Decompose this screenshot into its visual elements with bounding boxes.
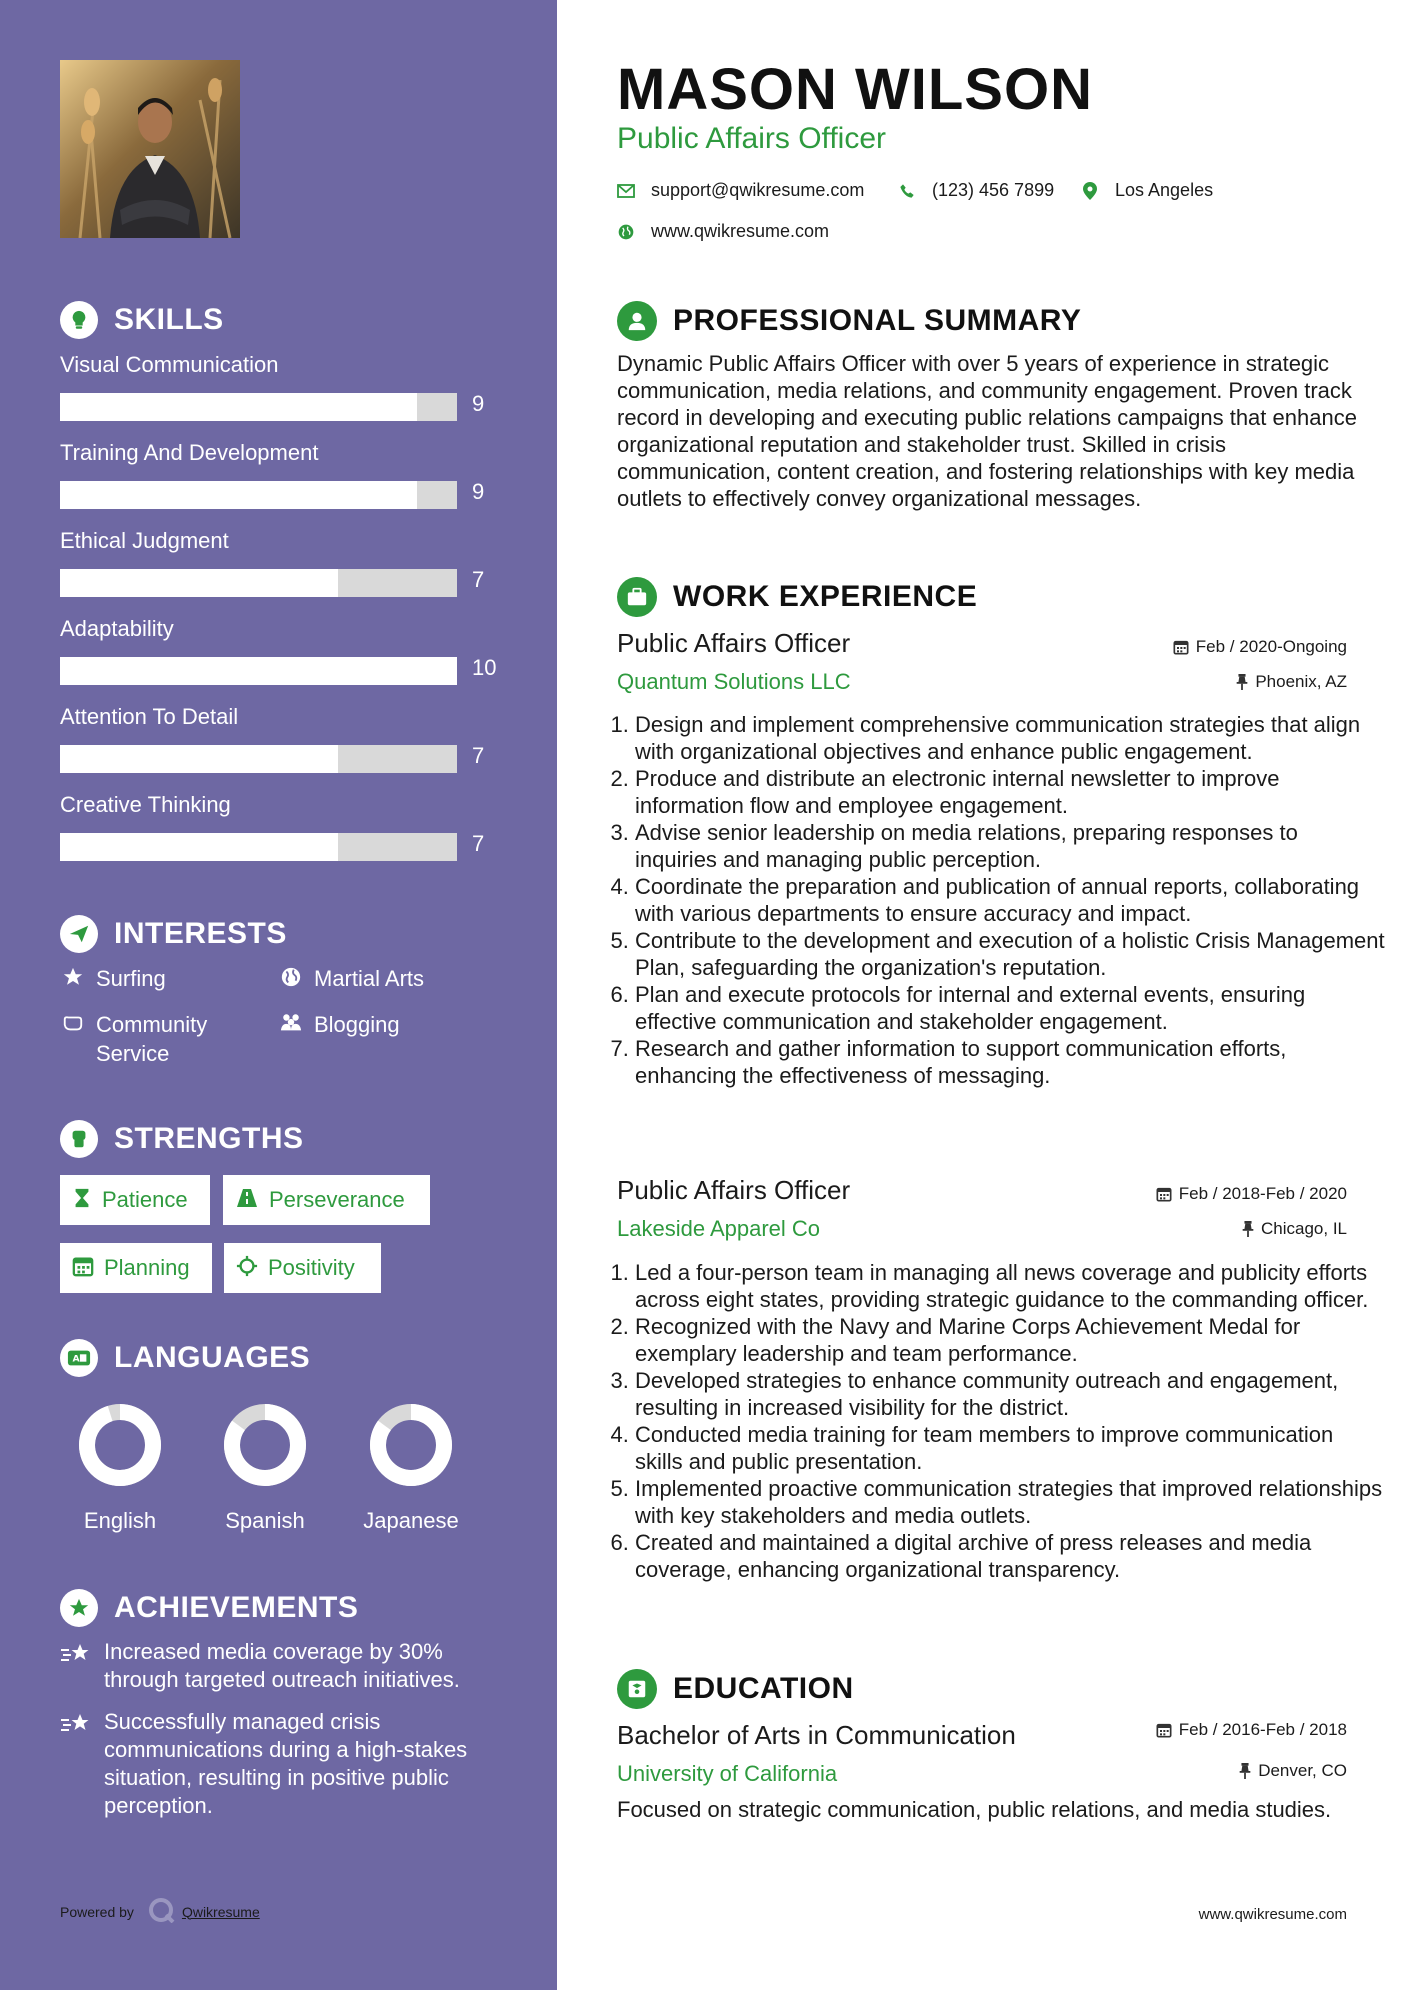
job-bullets [617,711,1385,1089]
interest-item [278,964,424,993]
job-title: Public Affairs Officer [617,1175,851,1205]
candidate-title: Public Affairs Officer [617,122,887,155]
achievement-text: Increased media coverage by 30% through targeted outreach initiatives. [104,1639,460,1692]
achievement-item [60,1708,510,1820]
job-company: Quantum Solutions LLC [617,669,851,694]
job-bullet: 2. Produce and distribute an electronic internal newsletter to improve information flow and employee engagement. [635,765,1385,819]
contact-location [1081,180,1213,201]
job-bullets [617,1259,1385,1583]
powered-by [60,1897,260,1926]
education-dates-text: Feb / 2016-Feb / 2018 [1178,1720,1347,1739]
interest-label: Martial Arts [314,966,425,991]
interest-label: Surfing [96,966,166,991]
skill-value: 7 [472,567,485,592]
contact-website [617,221,829,242]
job-bullet: 4. Conducted media training for team members to improve communication skills and public presentation. [635,1421,1385,1475]
sun-icon [236,1255,258,1282]
job-title: Public Affairs Officer [617,628,851,658]
skill-bar [60,833,457,861]
languages-title: LANGUAGES [114,1341,311,1374]
summary-title: PROFESSIONAL SUMMARY [673,304,1082,337]
school-name: University of California [617,1761,838,1786]
strength-badge [60,1243,212,1293]
lightbulb-icon [60,301,98,339]
skill-bar [60,393,457,421]
skill-bar-fill [60,393,417,421]
language-item [50,1395,190,1533]
skill-item [60,703,500,768]
star-icon [60,964,86,988]
summary-text: Dynamic Public Affairs Officer with over 5 years of experience in strategic communication, media relations, and community engagement. Proven track record in developing and executing public relations campaigns that enhance organizational reputation and stakeholder trust. Skilled in crisis communication, content creation, and fostering relationships with key media outlets to effectively convey organizational messages. [617,351,1357,511]
pushpin-icon [1236,674,1248,690]
skill-bar-fill [60,569,338,597]
job-company: Lakeside Apparel Co [617,1216,821,1241]
job-bullet: 4. Coordinate the preparation and publication of annual reports, collaborating with various departments to ensure accuracy and impact. [635,873,1385,927]
strength-label: Positivity [268,1255,355,1280]
fist-icon [60,1120,98,1158]
qwikresume-logo-icon [148,1897,176,1926]
experience-title: WORK EXPERIENCE [673,580,978,613]
experience-heading [617,577,977,617]
job-bullet: 2. Recognized with the Navy and Marine Corps Achievement Medal for exemplary leadership and team performance. [635,1313,1385,1367]
job-bullet: 7. Research and gather information to support communication efforts, enhancing the effectiveness of messaging. [635,1035,1385,1089]
languages-heading [60,1338,310,1378]
language-icon [60,1339,98,1377]
language-ring [341,1395,481,1495]
skill-name: Ethical Judgment [60,528,229,553]
skills-heading [60,300,224,340]
pushpin-icon [1239,1763,1251,1779]
skill-value: 7 [472,743,485,768]
language-ring-fill [87,1412,153,1478]
achievement-item [60,1638,510,1694]
envelope-icon [617,184,635,198]
user-icon [617,301,657,341]
footer-website[interactable]: www.qwikresume.com [1198,1906,1347,1923]
job-bullet: 5. Implemented proactive communication strategies that improved relationships with key stakeholders and media outlets. [635,1475,1385,1529]
paper-plane-icon [60,915,98,953]
skill-name: Visual Communication [60,352,279,377]
skills-title: SKILLS [114,303,224,336]
skill-item [60,615,500,680]
location-text: Los Angeles [1115,180,1214,200]
calendar-icon [1156,1722,1172,1738]
calendar-icon [1173,639,1189,655]
skill-bar [60,657,457,685]
interest-item [278,1010,400,1039]
skill-name: Creative Thinking [60,792,231,817]
shooting-star-icon [60,1708,92,1741]
calendar-icon [72,1255,94,1282]
job-location-text: Chicago, IL [1261,1219,1347,1238]
job-dates-text: Feb / 2018-Feb / 2020 [1178,1184,1347,1203]
strength-label: Planning [104,1255,190,1280]
job-bullet: 1. Led a four-person team in managing all news coverage and publicity efforts across eight states, providing strategic guidance to the commanding officer. [635,1259,1385,1313]
job-location [1236,672,1347,692]
road-icon [235,1188,259,1213]
contact-email [617,180,864,201]
language-name: English [83,1508,157,1533]
language-name: Spanish [225,1508,305,1533]
strength-badge [223,1175,430,1225]
calendar-icon [1156,1186,1172,1202]
job-location-text: Phoenix, AZ [1255,672,1347,691]
job-bullet: 3. Developed strategies to enhance community outreach and engagement, resulting in increased visibility for the district. [635,1367,1385,1421]
svg-text:A: A [72,1353,80,1365]
strengths-title: STRENGTHS [114,1122,304,1155]
star-badge-icon [60,1589,98,1627]
skill-value: 7 [472,831,485,856]
education-location [1239,1761,1347,1781]
job-bullet: 3. Advise senior leadership on media relations, preparing responses to inquiries and managing public perception. [635,819,1385,873]
phone-text[interactable]: (123) 456 7899 [932,180,1055,200]
strength-badge [60,1175,210,1225]
shooting-star-icon [60,1638,92,1671]
sidebar [0,0,557,1990]
job-dates [1156,1184,1347,1204]
contact-phone [898,180,1054,201]
skill-bar [60,569,457,597]
skill-value: 9 [472,391,485,416]
phone-icon [898,183,916,199]
globe-icon [617,224,635,240]
skill-value: 9 [472,479,485,504]
interests-title: INTERESTS [114,917,287,950]
strengths-heading [60,1119,304,1159]
skill-value: 10 [472,655,497,680]
skill-item [60,527,500,592]
interest-item [60,964,166,993]
interest-label: Blogging [314,1012,400,1037]
language-item [341,1395,481,1533]
interest-item [60,1010,240,1068]
language-ring [50,1395,190,1495]
skill-bar-fill [60,745,338,773]
degree-title: Bachelor of Arts in Communication [617,1720,1016,1750]
education-description: Focused on strategic communication, public relations, and media studies. [617,1797,1332,1822]
briefcase-icon [617,577,657,617]
skill-name: Attention To Detail [60,704,239,729]
language-name: Japanese [363,1508,459,1533]
interests-heading [60,914,287,954]
summary-heading [617,301,1081,341]
skill-item [60,351,500,416]
language-item [195,1395,335,1533]
education-heading [617,1669,854,1709]
profile-photo [60,60,240,238]
globe-icon [278,964,304,988]
pushpin-icon [1242,1221,1254,1237]
main-content [557,0,1407,1990]
education-title: EDUCATION [673,1672,854,1705]
map-pin-icon [1081,182,1099,200]
skill-name: Adaptability [60,616,174,641]
achievements-title: ACHIEVEMENTS [114,1591,359,1624]
job-bullet: 6. Plan and execute protocols for internal and external events, ensuring effective communication and stakeholder engagement. [635,981,1385,1035]
job-dates-text: Feb / 2020-Ongoing [1195,637,1347,656]
qwikresume-link[interactable]: Qwikresume [181,1903,260,1920]
skill-bar [60,481,457,509]
email-text[interactable]: support@qwikresume.com [651,180,865,200]
skill-bar-fill [60,481,417,509]
candidate-name: MASON WILSON [617,57,1093,122]
job-bullet: 1. Design and implement comprehensive communication strategies that align with organizational objectives and enhance public engagement. [635,711,1385,765]
hourglass-icon [72,1187,92,1214]
powered-by-label: Powered by [60,1903,134,1920]
skill-bar-fill [60,657,457,685]
skill-item [60,439,500,504]
interest-label: Community Service [96,1012,208,1066]
job-bullet: 5. Contribute to the development and execution of a holistic Crisis Management Plan, safeguarding the organization's reputation. [635,927,1385,981]
achievements-heading [60,1588,358,1628]
skill-bar [60,745,457,773]
achievement-text: Successfully managed crisis communications during a high-stakes situation, resulting in positive public perception. [104,1709,468,1818]
strength-label: Patience [102,1187,188,1212]
skill-bar-fill [60,833,338,861]
language-ring [195,1395,335,1495]
graduation-icon [617,1669,657,1709]
education-location-text: Denver, CO [1258,1761,1347,1780]
website-text[interactable]: www.qwikresume.com [651,221,830,241]
skill-name: Training And Development [60,440,319,465]
job-location [1242,1219,1347,1239]
education-dates [1156,1720,1347,1740]
hand-icon [60,1010,86,1034]
skill-item [60,791,500,856]
job-bullet: 6. Created and maintained a digital archive of press releases and media coverage, enhancing organizational transparency. [635,1529,1385,1583]
group-icon [278,1010,304,1034]
job-dates [1173,637,1347,657]
strength-badge [224,1243,381,1293]
strength-label: Perseverance [269,1187,405,1212]
